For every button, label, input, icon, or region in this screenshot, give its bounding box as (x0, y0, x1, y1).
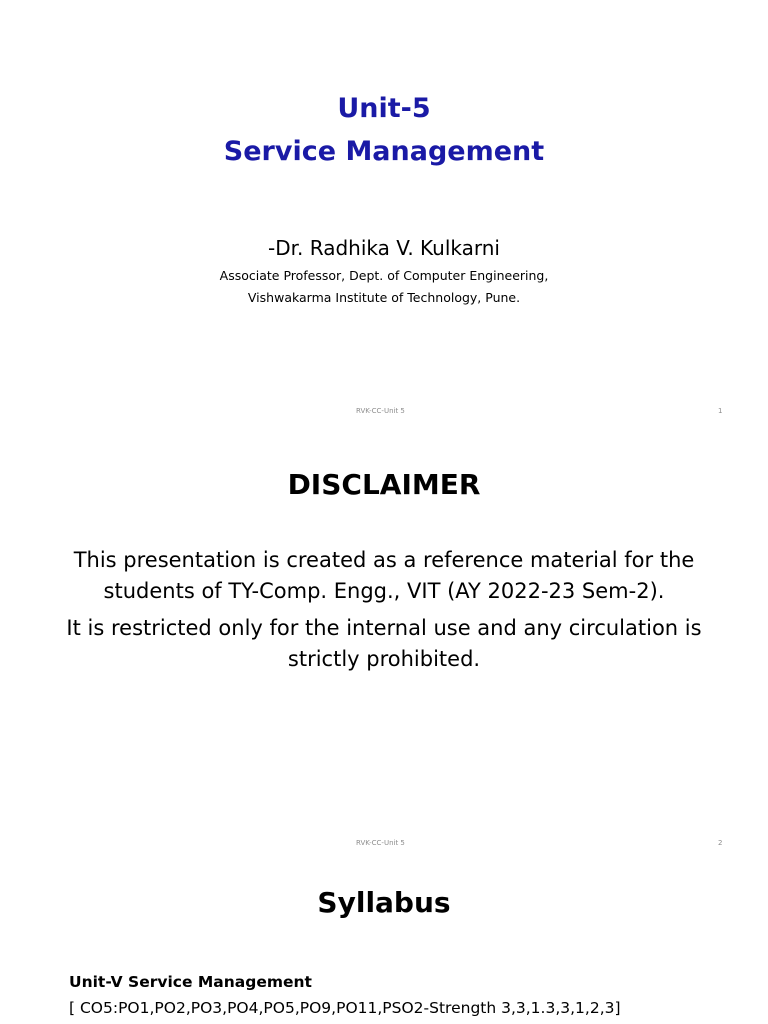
slide-footer: RVK-CC-Unit 5 (356, 407, 405, 415)
unit-title: Unit-5 (337, 93, 431, 124)
slide-2 (0, 432, 768, 864)
disclaimer-line-4: strictly prohibited. (287, 647, 481, 671)
unit-title: Unit-V Service Management (69, 973, 312, 991)
disclaimer-line-2: students of TY-Comp. Engg., VIT (AY 2022-23 Sem-2). (103, 579, 665, 603)
course-outcome-mapping: [ CO5:PO1,PO2,PO3,PO4,PO5,PO9,PO11,PSO2-Strength 3,3,1.3,3,1,2,3] (69, 999, 621, 1017)
disclaimer-line-3: It is restricted only for the internal use and any circulation is (66, 616, 702, 640)
author-name: -Dr. Radhika V. Kulkarni (268, 236, 500, 260)
affiliation-line-2: Vishwakarma Institute of Technology, Pune. (247, 290, 521, 305)
affiliation-line-1: Associate Professor, Dept. of Computer Engineering, (219, 268, 549, 283)
page-number: 2 (718, 839, 723, 847)
slide-3 (0, 864, 768, 1024)
slide-title: Service Management (223, 136, 545, 167)
slide-footer: RVK-CC-Unit 5 (356, 839, 405, 847)
disclaimer-line-1: This presentation is created as a reference material for the (73, 548, 695, 572)
disclaimer-heading: DISCLAIMER (287, 468, 481, 501)
slide-1 (0, 0, 768, 432)
page-number: 1 (718, 407, 723, 415)
syllabus-heading: Syllabus (317, 886, 451, 919)
